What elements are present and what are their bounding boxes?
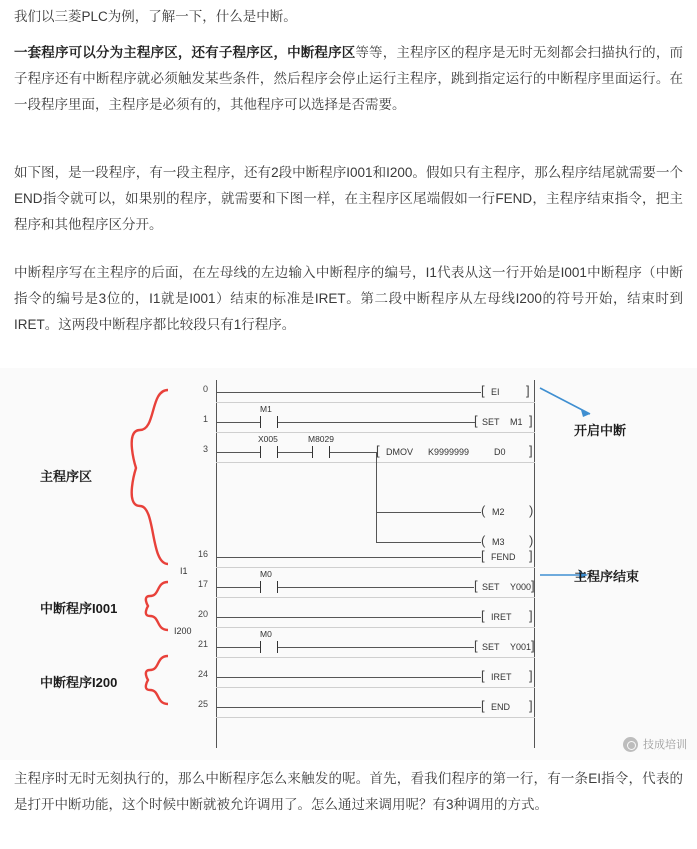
contact-label-m1: M1 [260,404,272,414]
bracket-left: [ [481,548,485,563]
instruction-dmov: DMOV [386,447,413,457]
bracket-left: [ [474,413,478,428]
bracket-right: ] [529,698,533,713]
rung-separator [216,687,535,688]
instruction-end: END [491,702,511,712]
paragraph-interrupt-writing: 中断程序写在主程序的后面，在左母线的左边输入中断程序的编号，I1代表从这一行开始是I001中断程序（中断指令的编号是3位的，I1就是I001）结束的标准是IRET。第二段中断程序从左母线I200的符号开始，结束时到IRET。这两段中断程序都比较段只有1行程序。 [14,265,683,332]
rung-wire [216,422,260,423]
rung-wire [216,452,260,453]
bracket-left: [ [481,383,485,398]
branch-vertical-wire [376,452,377,542]
rung-separator [216,432,535,433]
bracket-left: [ [376,443,380,458]
contact-label-m0-i001: M0 [260,569,272,579]
operand-set-m1: M1 [510,417,523,427]
interrupt-pointer-i1: I1 [180,566,188,576]
instruction-set-y001: SET [482,642,500,652]
watermark-logo-icon [623,737,638,752]
rung-wire [278,422,476,423]
rung-separator [216,567,535,568]
instruction-fend: FEND [491,552,516,562]
step-number: 1 [202,414,208,424]
bracket-left: [ [474,578,478,593]
rung-separator [216,657,535,658]
bracket-left: [ [474,638,478,653]
step-number: 24 [197,669,208,679]
operand-dmov-source: K9999999 [428,447,470,457]
ladder-program [174,380,536,748]
brace-interrupt-i001 [146,582,168,630]
rung-wire [330,452,376,453]
contact-label-m8029: M8029 [308,434,334,444]
step-number: 16 [197,549,208,559]
paragraph-intro: 我们以三菱PLC为例，了解一下，什么是中断。 [14,9,297,24]
coil-paren-left: ( [481,503,486,518]
bracket-right: ] [529,413,533,428]
bracket-right: ] [529,668,533,683]
rung-wire [216,617,481,618]
interrupt-pointer-i200: I200 [174,626,192,636]
bracket-right: ] [529,608,533,623]
rung-separator [216,402,535,403]
right-power-rail [534,380,535,748]
rung-wire [216,677,481,678]
instruction-iret-2: IRET [491,672,512,682]
rung-wire [278,452,312,453]
bracket-right: ] [529,548,533,563]
arrow-open-interrupt-line [540,388,590,414]
rung-separator [216,627,535,628]
step-number: 21 [197,639,208,649]
label-main-program-area: 主程序区 [40,469,93,484]
operand-set-y001: Y001 [510,642,532,652]
watermark-text: 技成培训 [643,739,687,751]
instruction-set-m1: SET [482,417,500,427]
rung-wire [216,587,260,588]
brace-interrupt-i200 [146,656,168,704]
label-interrupt-i200: 中断程序I200 [40,675,118,690]
contact-m0-i200 [260,641,278,653]
rung-wire [216,647,260,648]
bracket-right: ] [531,578,535,593]
branch-wire-m2 [376,512,481,513]
contact-m1 [260,416,278,428]
bracket-left: [ [481,608,485,623]
contact-label-m0-i200: M0 [260,629,272,639]
paragraph-program-areas-bold: 一套程序可以分为主程序区，还有子程序区，中断程序区 [14,45,356,60]
coil-paren-left: ( [481,533,486,548]
paragraph-conclusion: 主程序时无时无刻执行的，那么中断程序怎么来触发的呢。首先，看我们程序的第一行，有一条EI指令，代表的是打开中断功能，这个时候中断就被允许调用了。怎么通过来调用呢？有3种调用的方式。 [14,771,683,812]
coil-paren-right: ) [529,533,534,548]
bracket-left: [ [481,698,485,713]
ladder-diagram-figure [0,368,697,760]
step-number: 3 [202,444,208,454]
rung-wire [216,707,481,708]
rung-separator [216,717,535,718]
label-interrupt-i001: 中断程序I001 [40,601,118,616]
paragraph-program-areas [14,40,683,118]
instruction-ei: EI [491,387,500,397]
coil-m2: M2 [492,507,505,517]
branch-wire-m3 [376,542,481,543]
paragraph-figure-description: 如下图，是一段程序，有一段主程序，还有2段中断程序I001和I200。假如只有主程序，那么程序结尾就需要一个END指令就可以，如果别的程序，就需要和下图一样，在主程序区尾端假如一行FEND，主程序结束指令，把主程序和其他程序区分开。 [14,165,683,232]
operand-set-y000: Y000 [510,582,532,592]
bracket-left: [ [481,668,485,683]
step-number: 25 [197,699,208,709]
rung-wire [278,647,474,648]
rung-wire [216,557,481,558]
label-open-interrupt: 开启中断 [574,423,627,438]
step-number: 17 [197,579,208,589]
instruction-iret-1: IRET [491,612,512,622]
bracket-right: ] [529,443,533,458]
instruction-set-y000: SET [482,582,500,592]
contact-m0-i001 [260,581,278,593]
brace-main-program [132,390,168,564]
rung-separator [216,597,535,598]
label-main-program-end: 主程序结束 [574,569,640,584]
step-number: 0 [202,384,208,394]
coil-m3: M3 [492,537,505,547]
rung-wire [278,587,474,588]
contact-m8029 [312,446,330,458]
operand-dmov-dest: D0 [494,447,506,457]
contact-x005 [260,446,278,458]
bracket-right: ] [526,383,530,398]
contact-label-x005: X005 [258,434,278,444]
watermark [623,736,687,752]
bracket-right: ] [531,638,535,653]
coil-paren-right: ) [529,503,534,518]
left-power-rail [216,380,217,748]
rung-wire [216,392,481,393]
step-number: 20 [197,609,208,619]
paragraph-program-areas-rest: 等等，主程序区的程序是无时无刻都会扫描执行的，而子程序还有中断程序就必须触发某些条件，然后程序会停止运行主程序，跳到指定运行的中断程序里面运行。在一段程序里面，主程序是必须有的，其他程序可以选择是否需要。 [14,45,683,112]
